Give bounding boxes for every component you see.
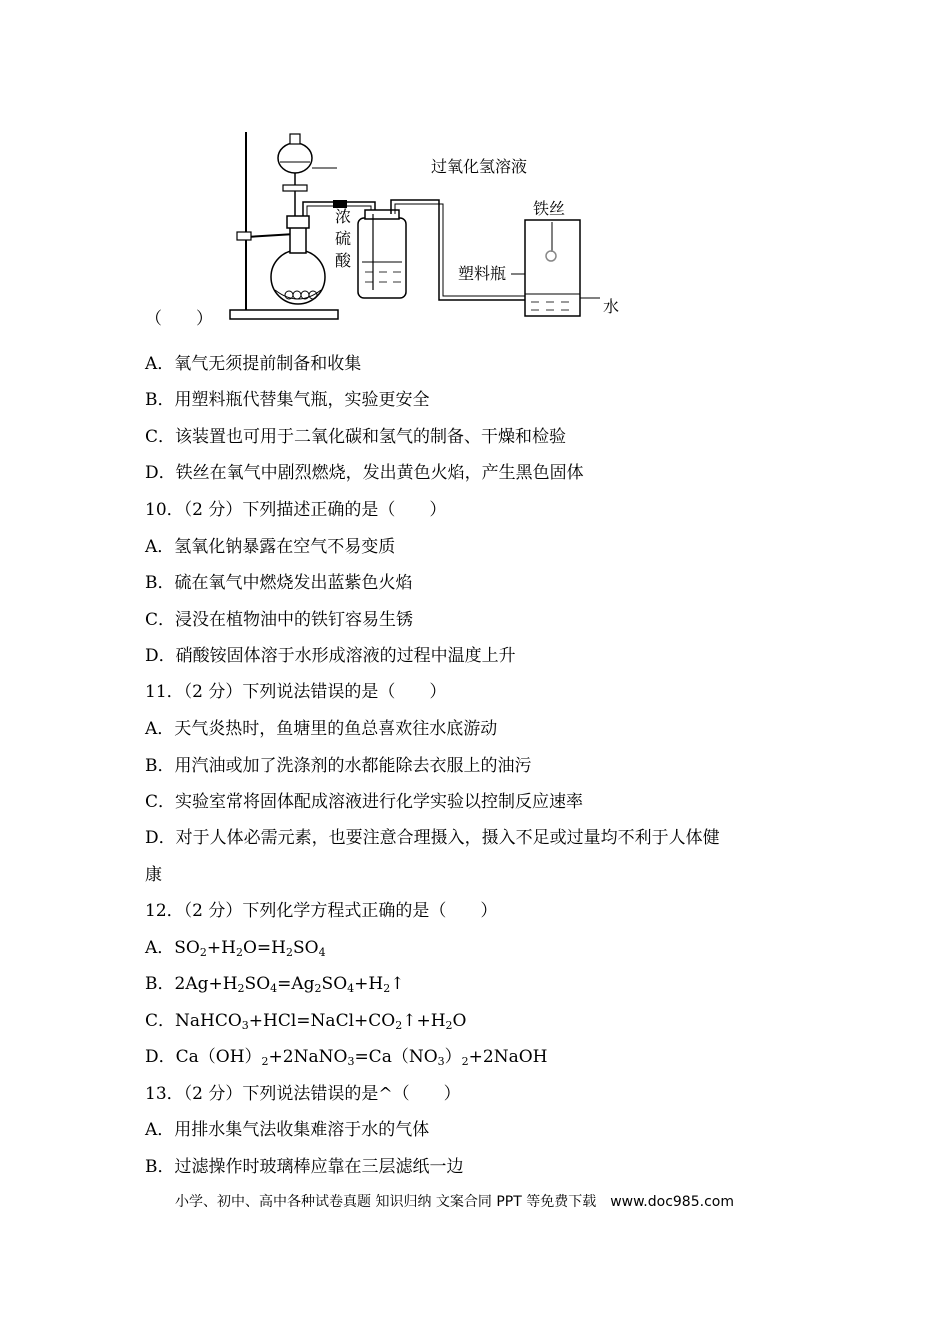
stopcock (283, 185, 307, 191)
delivery-tube-2 (391, 200, 545, 300)
q10-option-d: D．硝酸铵固体溶于水形成溶液的过程中温度上升 (145, 646, 516, 666)
q11-option-c: C．实验室常将固体配成溶液进行化学实验以控制反应速率 (145, 792, 584, 812)
q9-option-b: B．用塑料瓶代替集气瓶，实验更安全 (145, 390, 430, 410)
stopper (287, 216, 309, 228)
drying-bottle (358, 218, 406, 298)
label-acid-1: 浓 (335, 207, 352, 226)
q10-option-c: C．浸没在植物油中的铁钉容易生锈 (145, 610, 414, 630)
q9-option-a: A．氧气无须提前制备和收集 (145, 354, 362, 374)
q13-option-a: A．用排水集气法收集难溶于水的气体 (145, 1120, 430, 1140)
label-plastic-bottle: 塑料瓶 (458, 264, 507, 283)
q12-stem: 12．（2 分）下列化学方程式正确的是（ ） (145, 901, 498, 921)
q9-blank: （ ） (145, 309, 213, 329)
q9-option-c: C．该装置也可用于二氧化碳和氢气的制备、干燥和检验 (145, 427, 567, 447)
page-footer: 小学、初中、高中各种试卷真题 知识归纳 文案合同 PPT 等免费下载 www.doc985.com (175, 1194, 734, 1210)
label-acid-3: 酸 (335, 251, 352, 270)
clamp-arm (246, 234, 295, 237)
stand-base (230, 310, 338, 319)
q11-option-a: A．天气炎热时，鱼塘里的鱼总喜欢往水底游动 (145, 719, 498, 739)
clamp-holder (237, 232, 251, 240)
q10-stem: 10．（2 分）下列描述正确的是（ ） (145, 500, 447, 520)
q12-option-a: A．$SO_2+H_2O=H_2SO_4$ (145, 938, 326, 959)
label-peroxide: 过氧化氢溶液 (431, 157, 528, 176)
q12-option-c: C．$NaHCO_3+HCl=NaCl+CO_2↑+H_2O$ (145, 1011, 467, 1032)
q12-option-b: B．$2Ag+H_2SO_4=Ag_2SO_4+H_2↑$ (145, 974, 405, 995)
apparatus-diagram (215, 122, 645, 327)
flask-neck (290, 227, 306, 253)
separatory-funnel (278, 143, 312, 173)
label-iron-wire: 铁丝 (533, 199, 566, 218)
bottle-stopper (365, 210, 399, 219)
q10-option-a: A．氢氧化钠暴露在空气不易变质 (145, 537, 396, 557)
label-water: 水 (603, 297, 620, 316)
funnel-stopper (290, 134, 300, 144)
label-acid-2: 硫 (335, 229, 352, 248)
q11-option-d-cont: 康 (145, 865, 162, 885)
q9-option-d: D．铁丝在氧气中剧烈燃烧，发出黄色火焰，产生黑色固体 (145, 463, 584, 483)
q11-stem: 11．（2 分）下列说法错误的是（ ） (145, 682, 447, 702)
q11-option-d: D．对于人体必需元素，也要注意合理摄入，摄入不足或过量均不利于人体健 (145, 828, 720, 848)
q13-stem: 13．（2 分）下列说法错误的是^（ ） (145, 1084, 461, 1104)
q10-option-b: B．硫在氧气中燃烧发出蓝紫色火焰 (145, 573, 413, 593)
q11-option-b: B．用汽油或加了洗涤剂的水都能除去衣服上的油污 (145, 756, 532, 776)
q13-option-b: B．过滤操作时玻璃棒应靠在三层滤纸一边 (145, 1157, 464, 1177)
q12-option-d: D．$Ca(OH)_2+2NaNO_3=Ca(NO_3)_2+2NaOH$ (145, 1047, 548, 1068)
